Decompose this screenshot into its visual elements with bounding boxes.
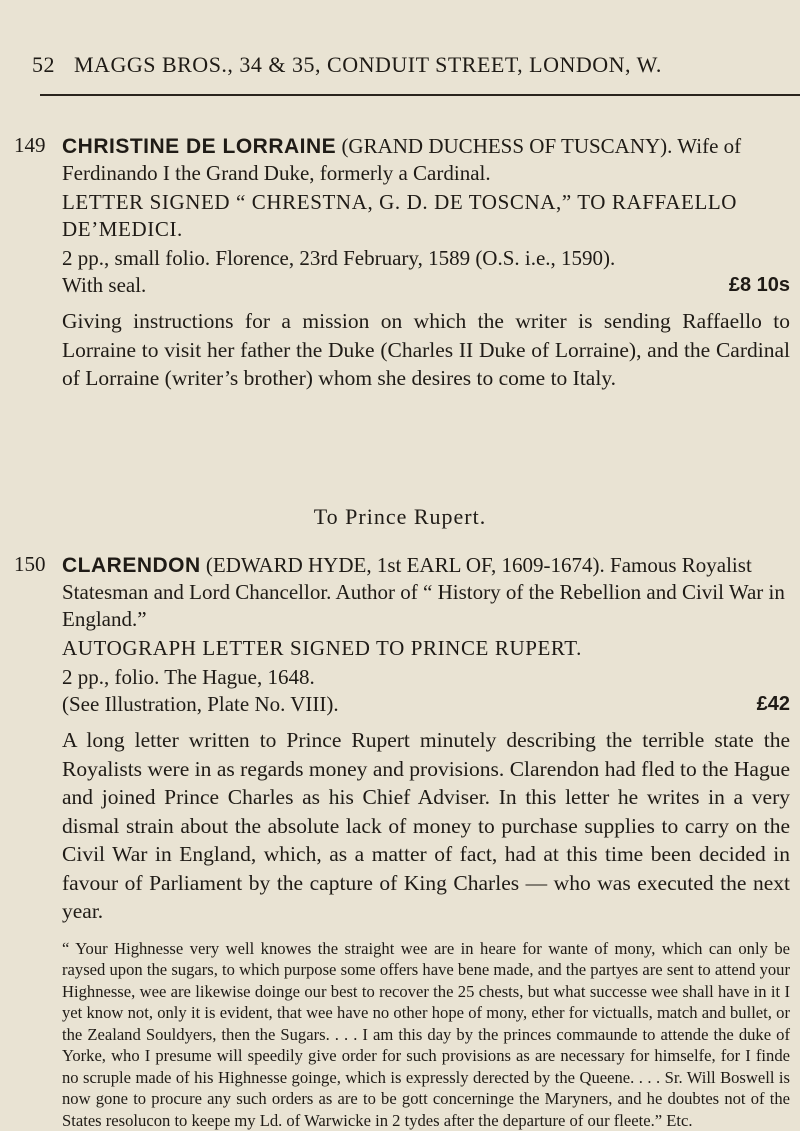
lot-heading <box>62 552 790 633</box>
lot-collation: 2 pp., folio. The Hague, 1648. <box>62 664 790 691</box>
running-header <box>32 52 792 78</box>
lot-description: A long letter written to Prince Rupert minutely describing the terrible state the Royalists were in as regards money and provisions. Clarendon had fled to the Hague and joined Prince Charles as his Chief Adviser. In this letter he writes in a very dismal strain about the absolute lack of money to purchase supplies to carry on the Civil War in England, which, as a matter of fact, had at this time been decided in favour of Parliament by the capture of King Charles — who was executed the next year. <box>62 726 790 926</box>
lot-illustration-note: (See Illustration, Plate No. VIII). <box>62 691 339 718</box>
lot-title: AUTOGRAPH LETTER SIGNED TO PRINCE RUPERT. <box>62 635 790 662</box>
lot-name-rest: (EDWARD HYDE, 1st EARL OF, 1609-1674). Famous Royalist Statesman and Lord Chancellor. Author of “ History of the Rebellion and Civil War in England.” <box>62 553 785 631</box>
lot-quote: “ Your Highnesse very well knowes the straight wee are in heare for wante of mony, which can only be raysed upon the sugars, to which purpose some offers have bene made, and the partyes are sent to attend your Highnesse, wee are likewise doinge our best to recover the 25 chests, but what successe wee shall have in it I yet know not, only it is evident, that wee have no other hope of mony, ether for victualls, match and bullet, or the Zealand Souldyers, then the Sugars. . . . I am this day by the princes commaunde to attende the duke of Yorke, who I presume will speedily give order for such provisions as are necessary for himselfe, for I finde no scruple made of his Highnesse goinge, which is expressly derected by the Queene. . . . Sr. Will Boswell is now gone to procure any such orders as are to be gott concerninge the Maryners, and he doubtes not of the States resolucon to keepe my Ld. of Warwicke in 2 tydes after the departure of our fleete.” Etc. <box>62 938 790 1131</box>
page-number: 52 <box>32 52 74 78</box>
lot-collation-2: With seal. <box>62 272 146 299</box>
lot-150 <box>14 552 790 1131</box>
lot-collation: 2 pp., small folio. Florence, 23rd February, 1589 (O.S. i.e., 1590). <box>62 245 790 272</box>
lot-149 <box>14 133 790 393</box>
price-row <box>62 272 790 299</box>
running-title: MAGGS BROS., 34 & 35, CONDUIT STREET, LONDON, W. <box>74 52 662 77</box>
lot-name: CHRISTINE DE LORRAINE <box>62 135 336 158</box>
price-row <box>62 691 790 718</box>
lot-price: £42 <box>757 691 790 718</box>
lot-title: LETTER SIGNED “ CHRESTNA, G. D. DE TOSCNA,” TO RAFFAELLO DE’MEDICI. <box>62 189 790 243</box>
header-rule <box>40 94 800 96</box>
lot-description: Giving instructions for a mission on which the writer is sending Raffaello to Lorraine to visit her father the Duke (Charles II Duke of Lorraine), and the Cardinal of Lorraine (writer’s brother) whom she desires to come to Italy. <box>62 307 790 393</box>
lot-name: CLARENDON <box>62 554 201 577</box>
lot-number: 149 <box>14 133 46 158</box>
lot-number: 150 <box>14 552 46 577</box>
lot-heading <box>62 133 790 187</box>
lot-name-rest: (GRAND DUCHESS OF TUSCANY). Wife of Ferdinando I the Grand Duke, formerly a Cardinal. <box>62 134 741 185</box>
lot-price: £8 10s <box>729 272 790 299</box>
section-heading: To Prince Rupert. <box>0 504 800 530</box>
